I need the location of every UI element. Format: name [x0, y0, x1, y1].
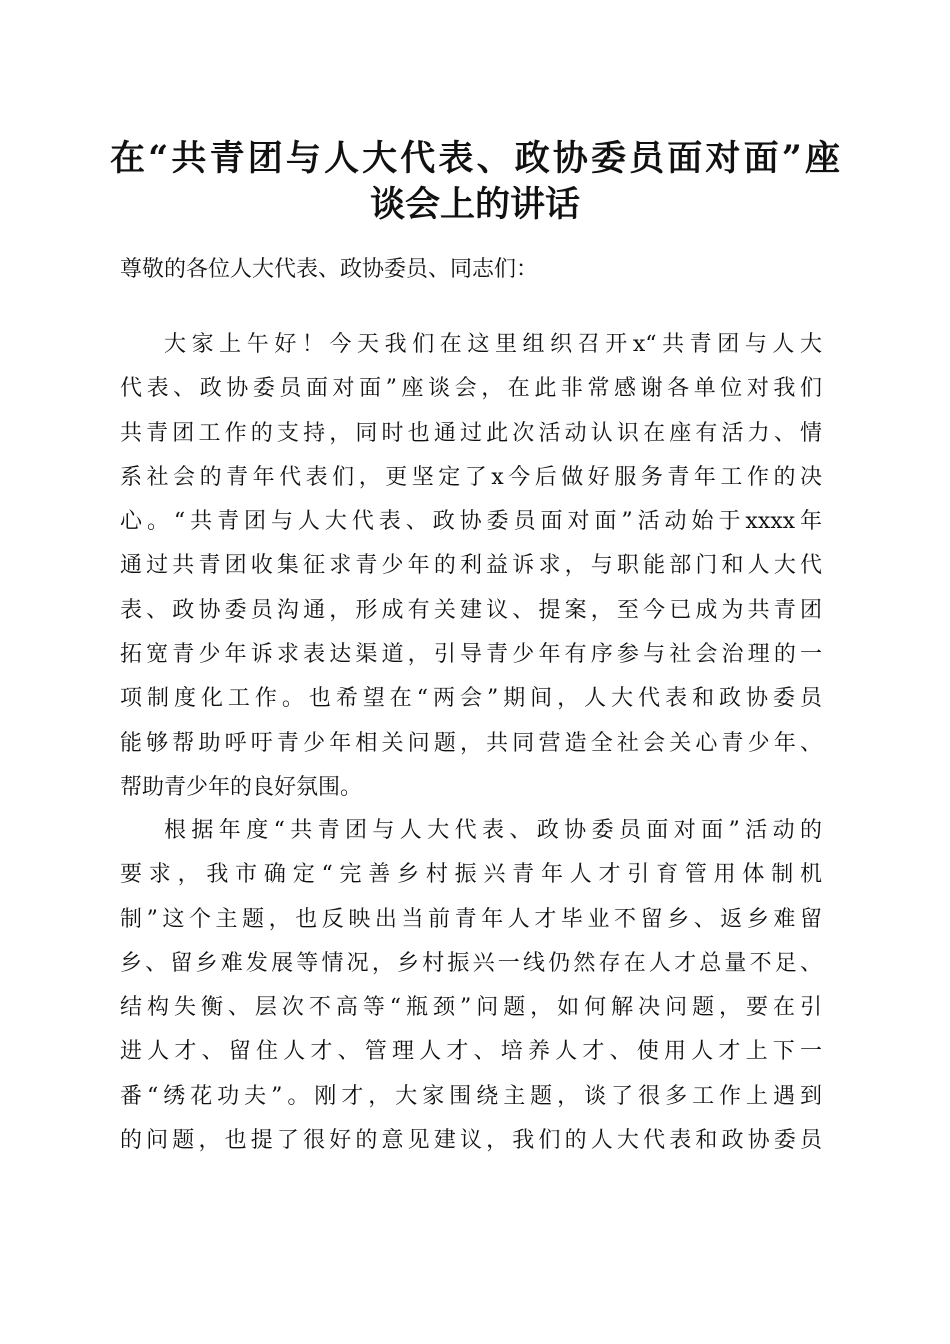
text-line: 能够帮助呼吁青少年相关问题，共同营造全社会关心青少年、 — [120, 730, 822, 756]
text-line: 通过共青团收集征求青少年的利益诉求，与职能部门和人大代 — [120, 553, 822, 579]
text-line: 番“绣花功夫”。刚才，大家围绕主题，谈了很多工作上遇到 — [120, 1083, 822, 1109]
text-line: 帮助青少年的良好氛围。 — [120, 774, 363, 800]
text-line: 项制度化工作。也希望在“两会”期间，人大代表和政协委员 — [120, 686, 822, 712]
title-line: 在“共青团与人大代表、政协委员面对面”座 — [110, 138, 840, 179]
text-line: 代表、政协委员面对面”座谈会，在此非常感谢各单位对我们 — [120, 376, 822, 402]
text-line: 根据年度“共青团与人大代表、政协委员面对面”活动的 — [164, 818, 822, 843]
text-line: 乡、留乡难发展等情况，乡村振兴一线仍然存在人才总量不足、 — [120, 950, 822, 976]
text-line: 要求，我市确定“完善乡村振兴青年人才引育管用体制机 — [120, 862, 822, 888]
text-line: 大家上午好！今天我们在这里组织召开x“共青团与人大 — [164, 332, 822, 357]
text-line: 心。“共青团与人大代表、政协委员面对面”活动始于xxxx年 — [120, 509, 822, 535]
paragraph-2 — [120, 809, 822, 1163]
text-line: 进人才、留住人才、管理人才、培养人才、使用人才上下一 — [120, 1039, 822, 1065]
text-line: 系社会的青年代表们，更坚定了x今后做好服务青年工作的决 — [120, 464, 822, 490]
text-line: 拓宽青少年诉求表达渠道，引导青少年有序参与社会治理的一 — [120, 642, 822, 668]
text-line: 的问题，也提了很好的意见建议，我们的人大代表和政协委员 — [120, 1128, 822, 1154]
salutation: 尊敬的各位人大代表、政协委员、同志们： — [120, 257, 539, 282]
text-line: 共青团工作的支持，同时也通过此次活动认识在座有活力、情 — [120, 420, 822, 446]
document-title — [110, 136, 840, 228]
title-line: 谈会上的讲话 — [369, 184, 580, 225]
text-line: 结构失衡、层次不高等“瓶颈”问题，如何解决问题，要在引 — [120, 995, 822, 1021]
paragraph-1 — [120, 323, 822, 810]
text-line: 表、政协委员沟通，形成有关建议、提案，至今已成为共青团 — [120, 597, 822, 623]
text-line: 制”这个主题，也反映出当前青年人才毕业不留乡、返乡难留 — [120, 906, 822, 932]
